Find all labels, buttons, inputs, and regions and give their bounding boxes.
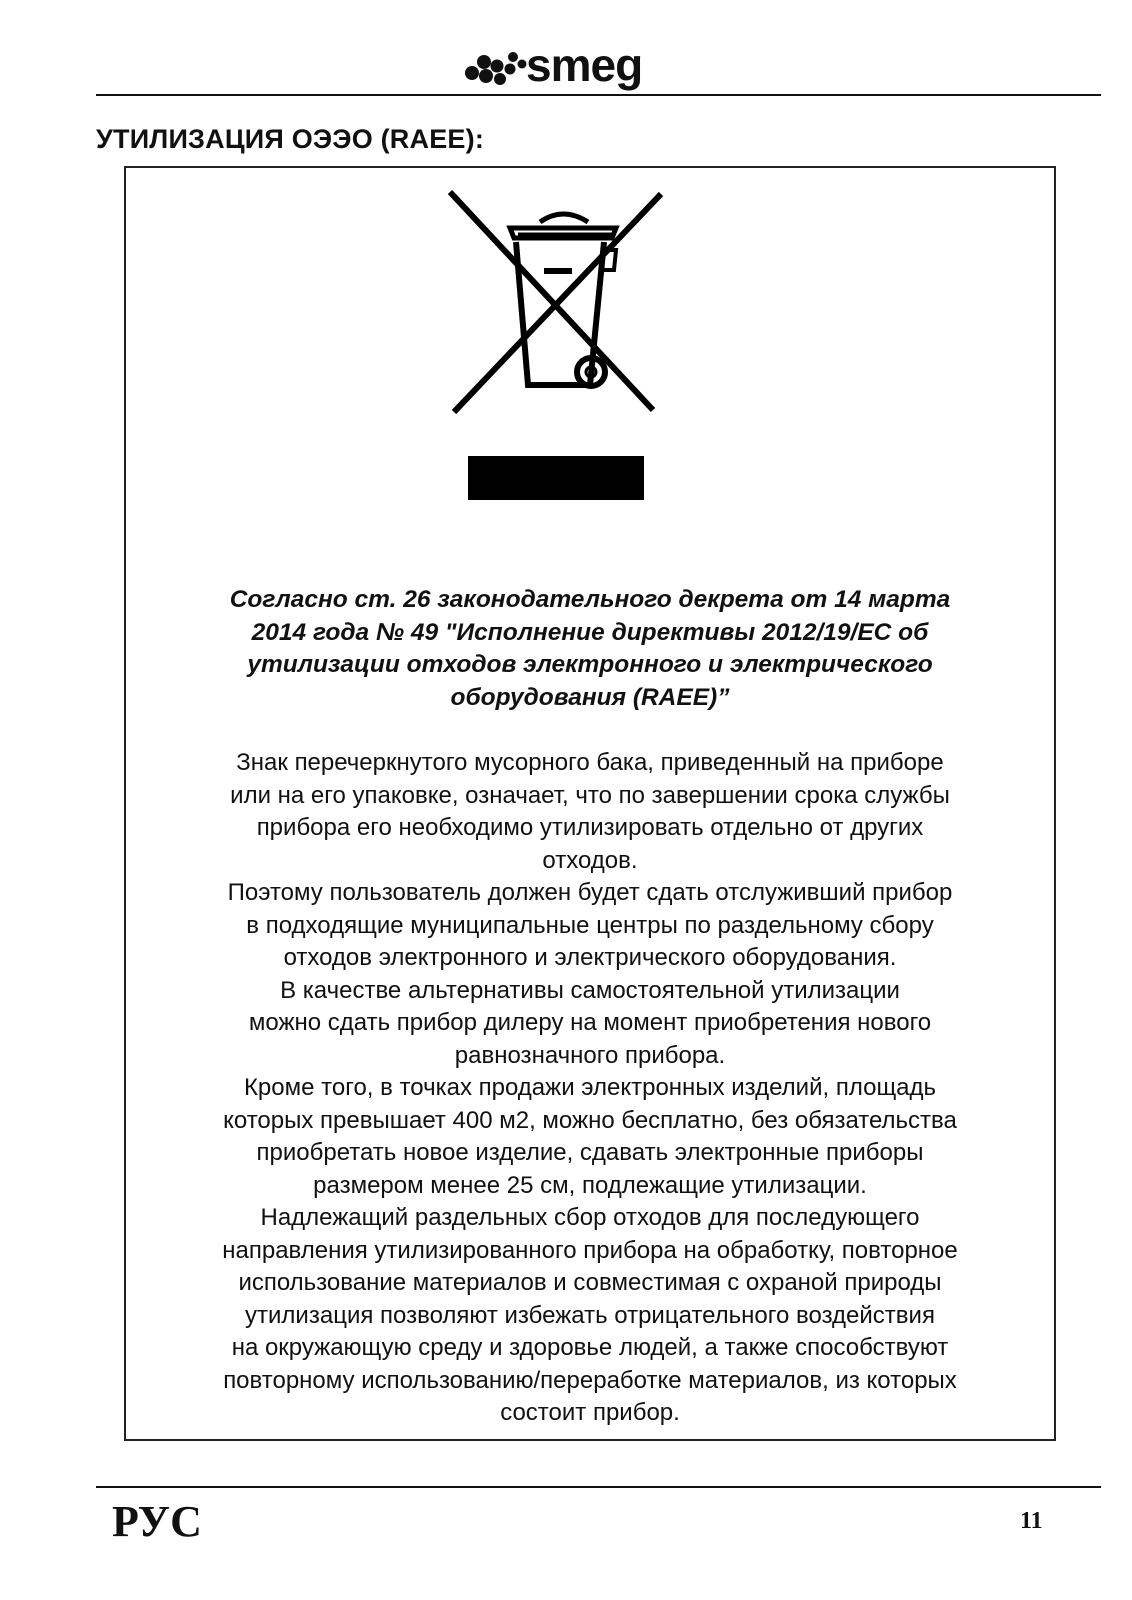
body-line: в подходящие муниципальные центры по раздельному сбору [246, 911, 934, 939]
smeg-logo [464, 38, 664, 94]
body-line: размером менее 25 см, подлежащие утилизации. [313, 1171, 867, 1199]
separate-collection-bar [468, 456, 644, 500]
body-line: утилизация позволяют избежать отрицательного воздействия [245, 1301, 935, 1329]
decree-line: утилизации отходов электронного и электрического [247, 651, 933, 678]
body-line: Кроме того, в точках продажи электронных изделий, площадь [243, 1074, 937, 1101]
page-header [0, 0, 1132, 100]
body-line: использование материалов и совместимая с охраной природы [238, 1269, 942, 1296]
brand-wordmark: smeg [526, 39, 643, 91]
language-label: РУС [112, 1497, 202, 1546]
disposal-instructions [126, 747, 1054, 1430]
body-line: равнозначного прибора. [454, 1041, 726, 1069]
body-line: отходов. [542, 846, 638, 874]
body-line: направления утилизированного прибора на обработку, повторное [222, 1236, 958, 1264]
body-line: повторному использованию/переработке материалов, из которых [223, 1366, 957, 1394]
body-line: приобретать новое изделие, сдавать электронные приборы [256, 1139, 924, 1166]
body-line: или на его упаковке, означает, что по завершении срока службы [230, 781, 950, 809]
section-title: УТИЛИЗАЦИЯ ОЭЭО (RAEE): [96, 124, 485, 154]
body-line: прибора его необходимо утилизировать отдельно от других [256, 814, 924, 841]
body-line: Знак перечеркнутого мусорного бака, приведенный на приборе [236, 749, 944, 776]
footer-divider [96, 1486, 1101, 1488]
decree-line: Согласно ст. 26 законодательного декрета от 14 марта [229, 586, 951, 613]
body-line: можно сдать прибор дилеру на момент приобретения нового [248, 1009, 932, 1036]
body-line: на окружающую среду и здоровье людей, а также способствуют [231, 1334, 949, 1361]
body-line: Надлежащий раздельных сбор отходов для последующего [260, 1204, 920, 1231]
decree-reference [126, 584, 1054, 714]
body-line: В качестве альтернативы самостоятельной утилизации [280, 976, 900, 1004]
body-line: состоит прибор. [500, 1399, 680, 1426]
decree-line: 2014 года № 49 "Исполнение директивы 2012/19/ЕС об [251, 618, 929, 646]
page-number: 11 [1020, 1508, 1043, 1534]
header-divider [96, 94, 1101, 96]
body-line: Поэтому пользователь должен будет сдать отслуживший прибор [227, 879, 953, 906]
body-line: отходов электронного и электрического оборудования. [283, 944, 897, 971]
crossed-out-wheelie-bin-icon [448, 190, 678, 520]
body-line: которых превышает 400 м2, можно бесплатно, без обязательства [223, 1106, 957, 1134]
decree-line: оборудования (RAEE)” [450, 683, 730, 711]
